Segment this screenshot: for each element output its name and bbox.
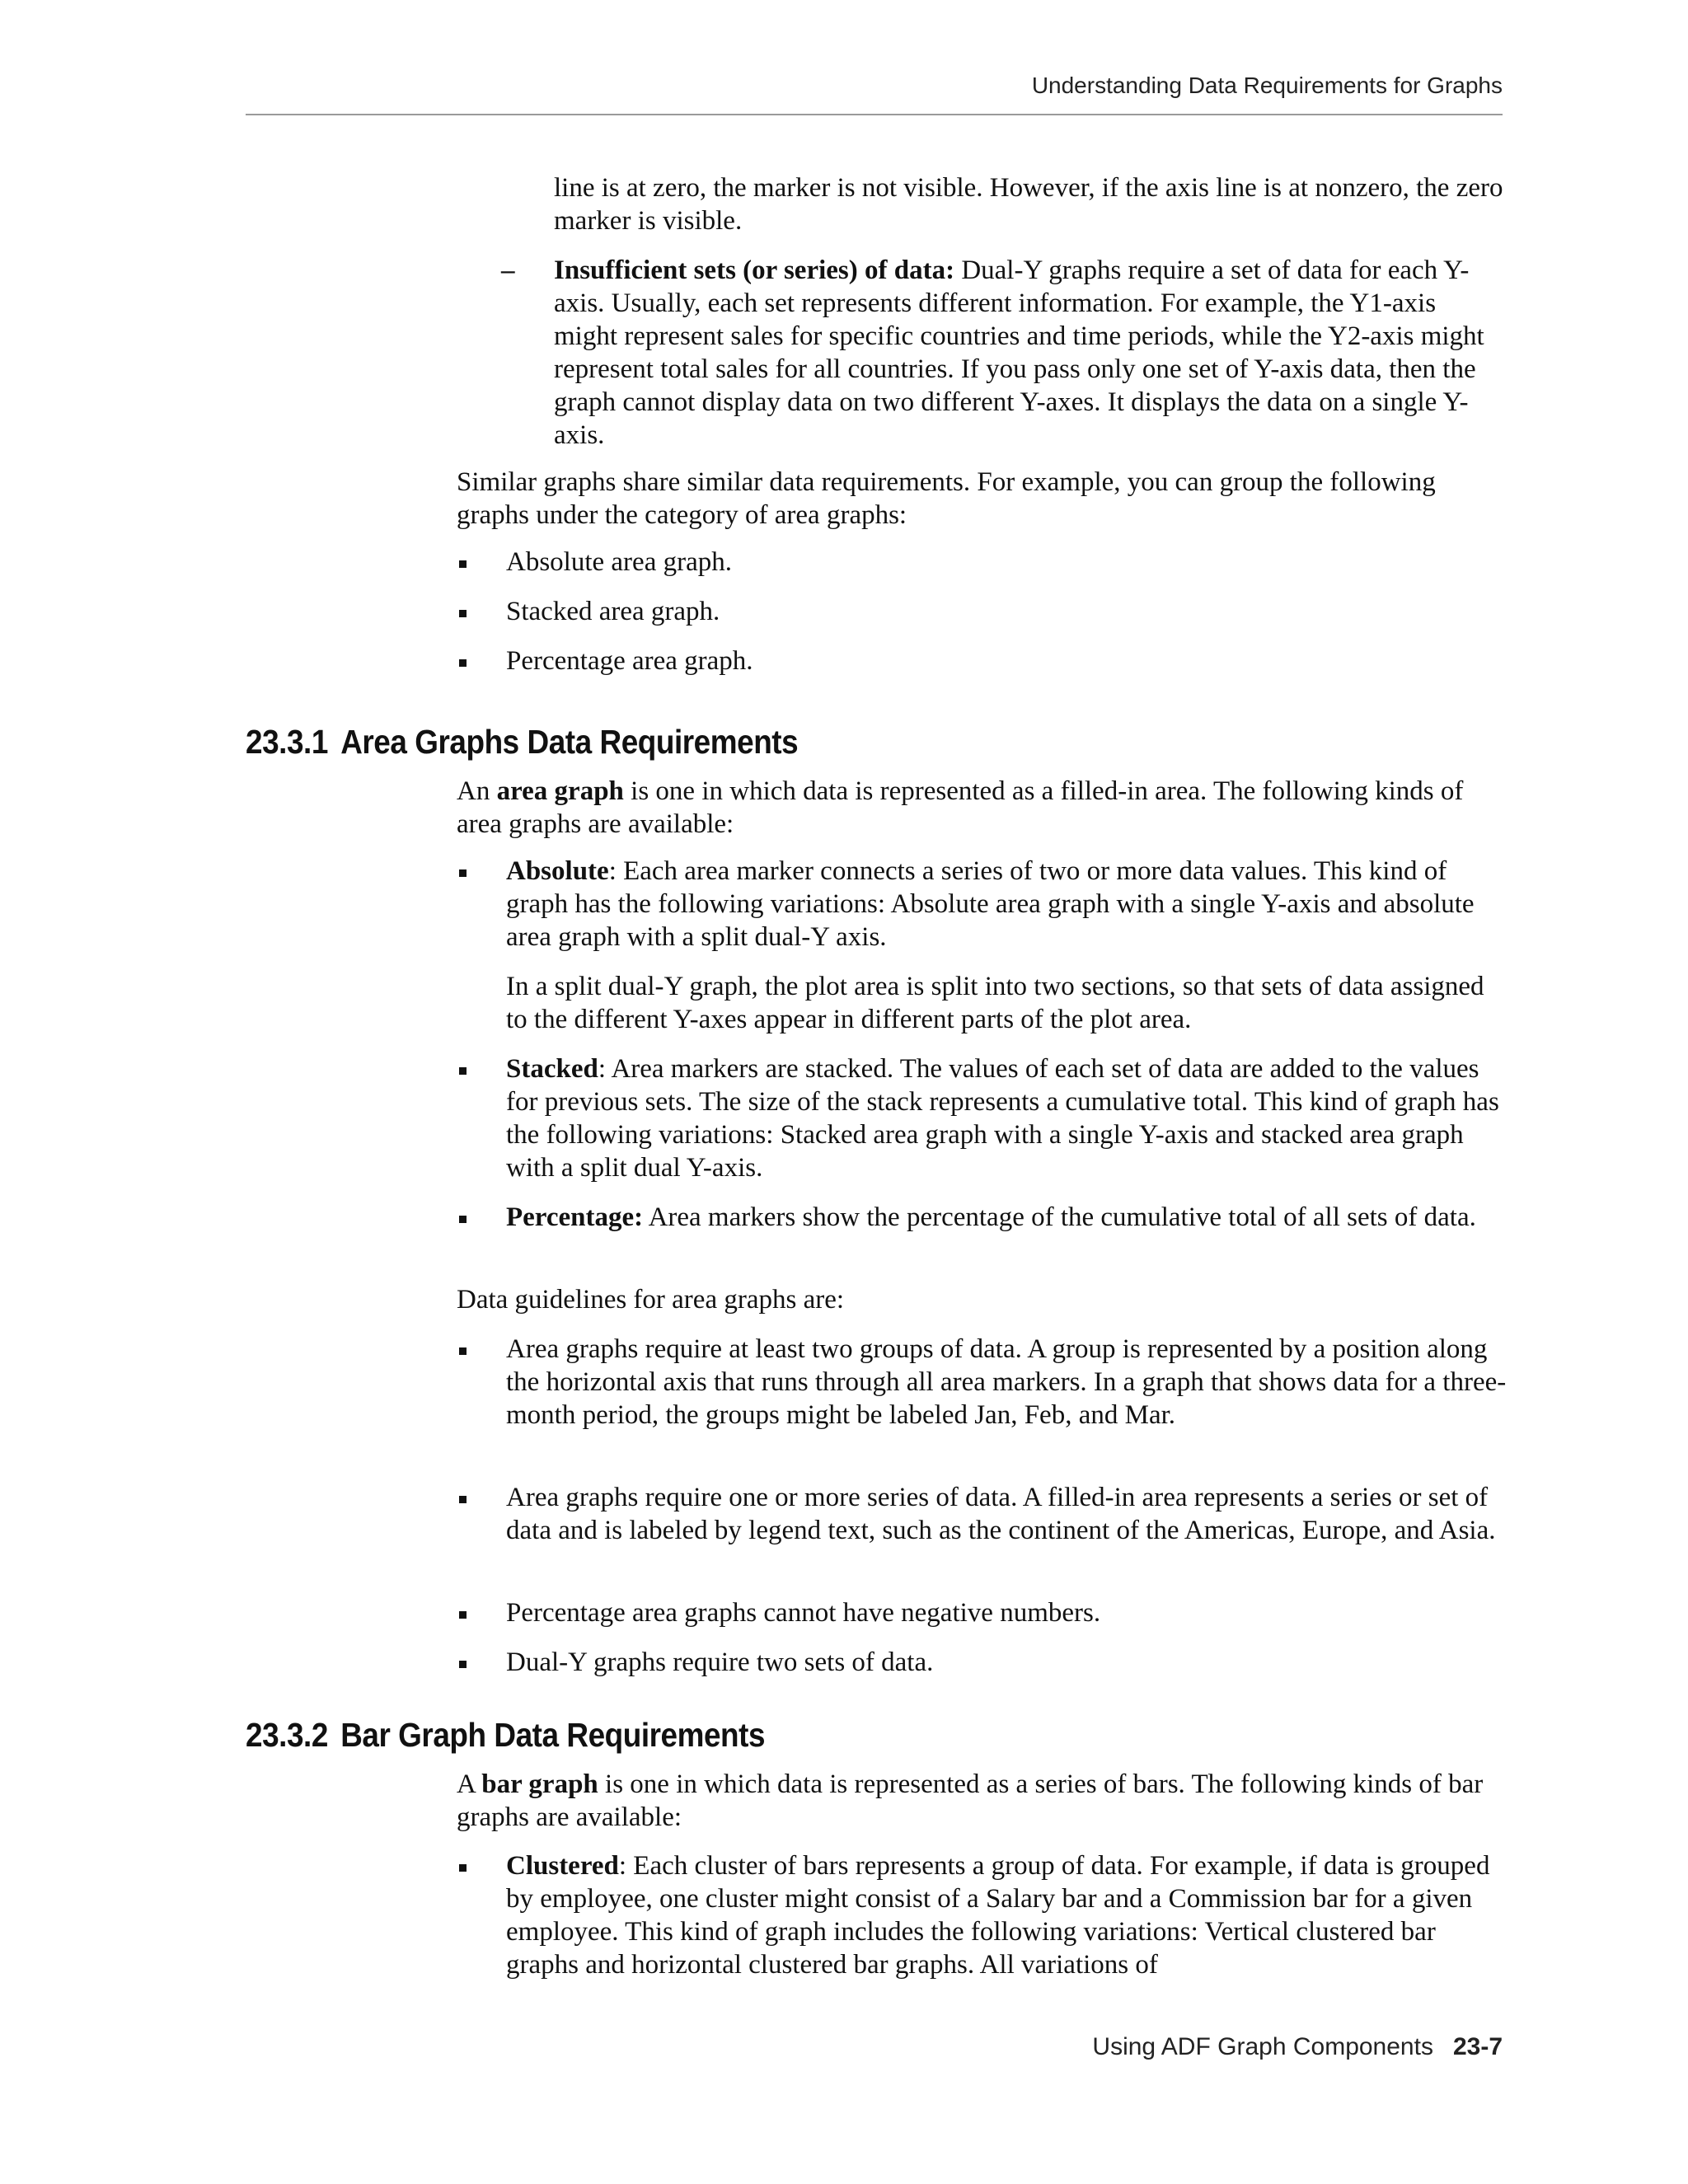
- intro-text: A: [457, 1769, 482, 1799]
- running-footer: [246, 2033, 1503, 2061]
- area-graph-intro: [457, 775, 1507, 841]
- section-title: Bar Graph Data Requirements: [340, 1716, 766, 1754]
- header-rule: [246, 114, 1503, 115]
- similar-graphs-paragraph: Similar graphs share similar data requirements. For example, you can group the following graphs under the category of area graphs:: [457, 467, 1436, 530]
- guideline-item: Area graphs require at least two groups of data. A group is represented by a position along the horizontal axis that runs through all area markers. In a graph that shows data for a three-month period, the groups might be labeled Jan, Feb, and Mar.: [506, 1334, 1507, 1430]
- guideline-item: Percentage area graphs cannot have negative numbers.: [506, 1598, 1101, 1628]
- list-item: Stacked area graph.: [506, 597, 720, 626]
- list-item-text: : Area markers are stacked. The values of each set of data are added to the values for previous sets. The size of the stack represents a cumulative total. This kind of graph has the following variations: Stacked area graph with a single Y-axis and stacked area graph with a split dual Y-axis.: [506, 1054, 1499, 1183]
- section-number: 23.3.2: [246, 1716, 328, 1754]
- list-item-text: : Each area marker connects a series of two or more data values. This kind of graph has the following variations: Absolute area graph with a single Y-axis and absolute area graph with a split dual-Y axis.: [506, 856, 1475, 952]
- footer-title: Using ADF Graph Components: [1092, 2033, 1433, 2060]
- split-dual-y-paragraph: In a split dual-Y graph, the plot area is split into two sections, so that sets of data assigned to the different Y-axes appear in different parts of the plot area.: [506, 972, 1484, 1034]
- dash-item-text: Dual-Y graphs require a set of data for each Y-axis. Usually, each set represents different information. For example, the Y1-axis might represent sales for specific countries and time periods, while the Y2-axis might represent total sales for all countries. If you pass only one set of Y-axis data, then the graph cannot display data on two different Y-axes. It displays the data on a single Y-axis.: [554, 255, 1484, 450]
- list-item-stacked: [506, 1052, 1507, 1184]
- intro-text: is one in which data is represented as a series of bars. The following kinds of bar graphs are available:: [457, 1769, 1484, 1832]
- intro-term: area graph: [496, 776, 624, 806]
- list-item-text: : Each cluster of bars represents a group of data. For example, if data is grouped by employee, one cluster might consist of a Salary bar and a Commission bar for a given employee. This kind of graph includes the following variations: Vertical clustered bar graphs and horizontal clustered bar graphs. All variations of: [506, 1851, 1490, 1980]
- bullet-icon: [459, 610, 467, 617]
- bar-graph-intro: [457, 1768, 1507, 1834]
- list-item-term: Stacked: [506, 1054, 598, 1084]
- section-heading-bar-graphs: [246, 1715, 765, 1755]
- bullet-icon: [459, 1347, 467, 1355]
- dash-item-term: Insufficient sets (or series) of data:: [554, 255, 955, 285]
- dash-marker: –: [501, 255, 515, 285]
- list-item: Absolute area graph.: [506, 547, 732, 577]
- list-item-term: Percentage:: [506, 1202, 644, 1232]
- section-number: 23.3.1: [246, 723, 328, 761]
- bullet-icon: [459, 1611, 467, 1619]
- bullet-icon: [459, 659, 467, 667]
- guidelines-intro: Data guidelines for area graphs are:: [457, 1285, 845, 1315]
- bullet-icon: [459, 869, 467, 877]
- intro-term: bar graph: [481, 1769, 598, 1799]
- bullet-icon: [459, 1496, 467, 1503]
- guideline-item: Area graphs require one or more series of data. A filled-in area represents a series or set of data and is labeled by legend text, such as the continent of the Americas, Europe, and Asia.: [506, 1483, 1496, 1545]
- bullet-icon: [459, 1216, 467, 1223]
- running-header: Understanding Data Requirements for Graphs: [1031, 73, 1503, 98]
- intro-text: An: [457, 776, 497, 806]
- list-item-term: Clustered: [506, 1851, 619, 1881]
- list-item: Percentage area graph.: [506, 646, 753, 676]
- bullet-icon: [459, 1067, 467, 1075]
- bullet-icon: [459, 560, 467, 568]
- list-item-clustered: [506, 1849, 1507, 1981]
- bullet-icon: [459, 1864, 467, 1872]
- dash-item-insufficient-sets: [554, 254, 1506, 452]
- section-title: Area Graphs Data Requirements: [340, 723, 799, 761]
- bullet-icon: [459, 1661, 467, 1668]
- page-number: 23-7: [1452, 2033, 1503, 2060]
- intro-text: is one in which data is represented as a filled-in area. The following kinds of area graphs are available:: [457, 776, 1464, 839]
- list-item-absolute: [506, 855, 1507, 954]
- continuation-paragraph: line is at zero, the marker is not visible. However, if the axis line is at nonzero, the zero marker is visible.: [554, 173, 1503, 236]
- list-item-text: Area markers show the percentage of the cumulative total of all sets of data.: [643, 1202, 1476, 1232]
- guideline-item: Dual-Y graphs require two sets of data.: [506, 1647, 934, 1677]
- list-item-term: Absolute: [506, 856, 609, 886]
- section-heading-area-graphs: [246, 722, 798, 762]
- list-item-percentage: [506, 1201, 1507, 1234]
